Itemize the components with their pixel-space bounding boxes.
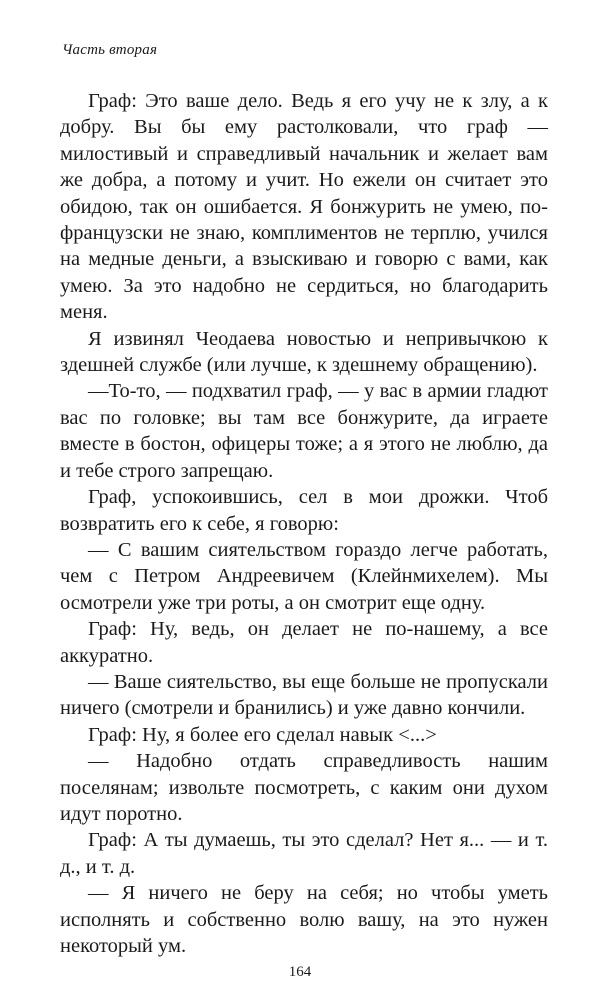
paragraph: — Ваше сиятельство, вы еще больше не пропускали ничего (смотрели и бранились) и уже давно кончили. xyxy=(60,670,548,720)
paragraph: Я извинял Чеодаева новостью и непривычкою к здешней службе (или лучше, к здешнему обращению). xyxy=(60,327,548,377)
paragraph: Граф: А ты думаешь, ты это сделал? Нет я... — и т. д., и т. д. xyxy=(60,829,548,878)
paragraph: — С вашим сиятельством гораздо легче работать, чем с Петром Андреевичем (Клейнмихелем). Мы осмотрели уже три роты, а он смотрит еще одну. xyxy=(60,538,548,614)
running-head: Часть вторая xyxy=(62,42,158,58)
paragraph: —То-то, — подхватил граф, — у вас в армии гладют вас по головке; вы там все бонжурите, да играете вместе в бостон, офицеры тоже; а я этого не люблю, да и тебе строго запрещаю. xyxy=(60,380,548,482)
page-number: 164 xyxy=(288,964,312,980)
paragraph: Граф, успокоившись, сел в мои дрожки. Чтоб возвратить его к себе, я говорю: xyxy=(60,486,548,535)
paragraph: Граф: Ну, ведь, он делает не по-нашему, а все аккуратно. xyxy=(60,618,548,667)
paragraph: Граф: Ну, я более его сделал навык <...> xyxy=(88,723,437,746)
paragraph: Граф: Это ваше дело. Ведь я его учу не к злу, а к добру. Вы бы ему растолковали, что граф — милостивый и справедливый начальник и желает вам же добра, а потому и учит. Но ежели он считает это обидою, так он ошибается. Я бонжурить не умею, по-французски не знаю, комплиментов не терплю, учился на медные деньги, а взыскиваю и говорю с вами, как умею. За это надобно не сердиться, но благодарить меня. xyxy=(60,90,548,324)
paragraph: — Надобно отдать справедливость нашим поселянам; извольте посмотреть, с каким они духом идут поротно. xyxy=(60,750,548,825)
text-body xyxy=(60,88,548,959)
paragraph: — Я ничего не беру на себя; но чтобы уметь исполнять и собственно волю вашу, на это нужен некоторый ум. xyxy=(60,882,548,957)
